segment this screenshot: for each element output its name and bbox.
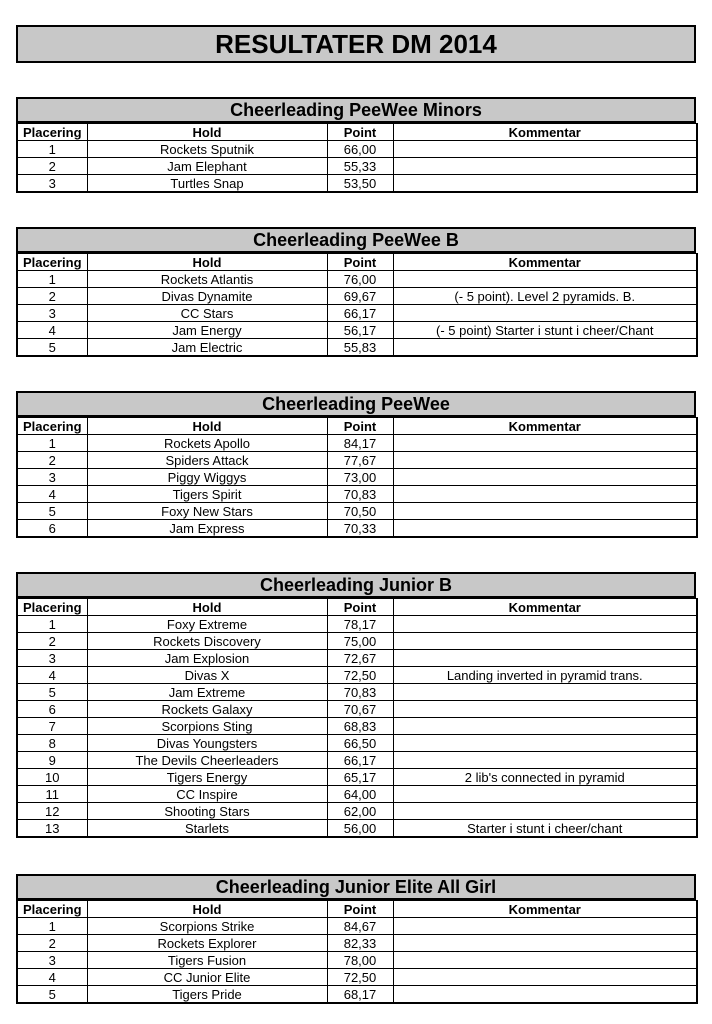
placering-cell: 2	[17, 452, 87, 469]
kommentar-cell: Starter i stunt i cheer/chant	[393, 820, 697, 838]
section-title: Cheerleading PeeWee	[16, 391, 696, 417]
hold-cell: Rockets Apollo	[87, 435, 327, 452]
table-row	[17, 322, 697, 339]
kommentar-cell	[393, 986, 697, 1004]
table-row	[17, 141, 697, 158]
table-row	[17, 735, 697, 752]
kommentar-cell	[393, 952, 697, 969]
placering-cell: 2	[17, 288, 87, 305]
hold-cell: Shooting Stars	[87, 803, 327, 820]
table-row	[17, 271, 697, 288]
hold-cell: Tigers Fusion	[87, 952, 327, 969]
table-row	[17, 769, 697, 786]
table-row	[17, 718, 697, 735]
kommentar-cell	[393, 305, 697, 322]
hold-cell: CC Inspire	[87, 786, 327, 803]
table-row	[17, 435, 697, 452]
hold-cell: Jam Electric	[87, 339, 327, 357]
point-cell: 66,17	[327, 305, 393, 322]
table-row	[17, 803, 697, 820]
placering-cell: 9	[17, 752, 87, 769]
section-cheerleading-peewee-b	[16, 227, 696, 357]
kommentar-cell	[393, 701, 697, 718]
placering-cell: 3	[17, 469, 87, 486]
table-row	[17, 969, 697, 986]
kommentar-cell	[393, 616, 697, 633]
placering-cell: 6	[17, 701, 87, 718]
table-row	[17, 952, 697, 969]
section-cheerleading-junior-elite-all-girl	[16, 874, 696, 1004]
point-cell: 75,00	[327, 633, 393, 650]
table-row	[17, 650, 697, 667]
point-cell: 62,00	[327, 803, 393, 820]
hold-header: Hold	[87, 254, 327, 271]
section-title: Cheerleading Junior B	[16, 572, 696, 598]
placering-cell: 4	[17, 969, 87, 986]
table-header-row	[17, 418, 697, 435]
kommentar-cell	[393, 339, 697, 357]
placering-header: Placering	[17, 418, 87, 435]
kommentar-header: Kommentar	[393, 254, 697, 271]
hold-cell: Jam Energy	[87, 322, 327, 339]
kommentar-cell	[393, 435, 697, 452]
hold-cell: Tigers Spirit	[87, 486, 327, 503]
placering-cell: 2	[17, 935, 87, 952]
point-cell: 72,50	[327, 969, 393, 986]
kommentar-cell	[393, 503, 697, 520]
table-row	[17, 935, 697, 952]
kommentar-cell	[393, 969, 697, 986]
placering-cell: 3	[17, 305, 87, 322]
kommentar-cell: Landing inverted in pyramid trans.	[393, 667, 697, 684]
point-cell: 78,00	[327, 952, 393, 969]
point-cell: 70,50	[327, 503, 393, 520]
point-cell: 77,67	[327, 452, 393, 469]
kommentar-cell: (- 5 point). Level 2 pyramids. B.	[393, 288, 697, 305]
placering-cell: 2	[17, 633, 87, 650]
table-row	[17, 520, 697, 538]
placering-cell: 7	[17, 718, 87, 735]
hold-cell: Spiders Attack	[87, 452, 327, 469]
hold-cell: Rockets Galaxy	[87, 701, 327, 718]
placering-cell: 1	[17, 616, 87, 633]
kommentar-header: Kommentar	[393, 418, 697, 435]
page-title: RESULTATER DM 2014	[16, 25, 696, 63]
point-header: Point	[327, 418, 393, 435]
point-cell: 68,17	[327, 986, 393, 1004]
kommentar-cell	[393, 633, 697, 650]
point-cell: 70,33	[327, 520, 393, 538]
kommentar-cell	[393, 469, 697, 486]
section-title: Cheerleading PeeWee Minors	[16, 97, 696, 123]
hold-header: Hold	[87, 599, 327, 616]
hold-header: Hold	[87, 901, 327, 918]
point-cell: 73,00	[327, 469, 393, 486]
point-header: Point	[327, 254, 393, 271]
table-row	[17, 918, 697, 935]
point-cell: 82,33	[327, 935, 393, 952]
placering-cell: 1	[17, 435, 87, 452]
point-cell: 72,50	[327, 667, 393, 684]
point-cell: 56,17	[327, 322, 393, 339]
kommentar-cell	[393, 918, 697, 935]
placering-header: Placering	[17, 254, 87, 271]
point-header: Point	[327, 901, 393, 918]
kommentar-cell	[393, 158, 697, 175]
results-table	[16, 900, 698, 1004]
point-cell: 70,67	[327, 701, 393, 718]
kommentar-cell	[393, 786, 697, 803]
kommentar-cell	[393, 486, 697, 503]
table-row	[17, 633, 697, 650]
placering-cell: 6	[17, 520, 87, 538]
placering-cell: 1	[17, 918, 87, 935]
table-row	[17, 616, 697, 633]
kommentar-cell	[393, 141, 697, 158]
kommentar-cell	[393, 650, 697, 667]
kommentar-cell: (- 5 point) Starter i stunt i cheer/Chant	[393, 322, 697, 339]
point-cell: 68,83	[327, 718, 393, 735]
placering-cell: 3	[17, 650, 87, 667]
table-row	[17, 684, 697, 701]
point-cell: 66,50	[327, 735, 393, 752]
point-cell: 55,33	[327, 158, 393, 175]
table-header-row	[17, 901, 697, 918]
point-cell: 65,17	[327, 769, 393, 786]
section-cheerleading-peewee-minors	[16, 97, 696, 193]
point-cell: 56,00	[327, 820, 393, 838]
point-cell: 66,00	[327, 141, 393, 158]
placering-cell: 2	[17, 158, 87, 175]
hold-cell: Jam Extreme	[87, 684, 327, 701]
table-row	[17, 752, 697, 769]
hold-header: Hold	[87, 124, 327, 141]
hold-cell: Starlets	[87, 820, 327, 838]
table-row	[17, 452, 697, 469]
placering-cell: 5	[17, 339, 87, 357]
kommentar-cell	[393, 684, 697, 701]
kommentar-cell	[393, 175, 697, 193]
results-table	[16, 253, 698, 357]
kommentar-cell	[393, 271, 697, 288]
placering-cell: 10	[17, 769, 87, 786]
hold-cell: Rockets Explorer	[87, 935, 327, 952]
hold-cell: Piggy Wiggys	[87, 469, 327, 486]
table-row	[17, 486, 697, 503]
hold-cell: Scorpions Sting	[87, 718, 327, 735]
point-cell: 76,00	[327, 271, 393, 288]
table-row	[17, 503, 697, 520]
table-header-row	[17, 599, 697, 616]
hold-cell: Jam Elephant	[87, 158, 327, 175]
hold-cell: CC Junior Elite	[87, 969, 327, 986]
table-row	[17, 986, 697, 1004]
placering-header: Placering	[17, 599, 87, 616]
placering-cell: 4	[17, 322, 87, 339]
placering-cell: 5	[17, 503, 87, 520]
hold-cell: Foxy Extreme	[87, 616, 327, 633]
point-cell: 72,67	[327, 650, 393, 667]
point-cell: 55,83	[327, 339, 393, 357]
point-header: Point	[327, 599, 393, 616]
section-title: Cheerleading Junior Elite All Girl	[16, 874, 696, 900]
hold-cell: Jam Express	[87, 520, 327, 538]
placering-cell: 1	[17, 271, 87, 288]
results-table	[16, 598, 698, 838]
placering-cell: 4	[17, 486, 87, 503]
hold-cell: The Devils Cheerleaders	[87, 752, 327, 769]
section-cheerleading-peewee	[16, 391, 696, 538]
point-cell: 70,83	[327, 486, 393, 503]
hold-cell: Rockets Discovery	[87, 633, 327, 650]
placering-header: Placering	[17, 124, 87, 141]
placering-cell: 4	[17, 667, 87, 684]
point-cell: 78,17	[327, 616, 393, 633]
placering-cell: 12	[17, 803, 87, 820]
hold-cell: Jam Explosion	[87, 650, 327, 667]
table-row	[17, 158, 697, 175]
hold-cell: Tigers Pride	[87, 986, 327, 1004]
hold-cell: Foxy New Stars	[87, 503, 327, 520]
table-row	[17, 786, 697, 803]
table-row	[17, 339, 697, 357]
placering-cell: 3	[17, 175, 87, 193]
kommentar-header: Kommentar	[393, 599, 697, 616]
table-row	[17, 820, 697, 838]
table-row	[17, 701, 697, 718]
table-row	[17, 667, 697, 684]
hold-cell: CC Stars	[87, 305, 327, 322]
point-header: Point	[327, 124, 393, 141]
hold-cell: Scorpions Strike	[87, 918, 327, 935]
table-header-row	[17, 124, 697, 141]
point-cell: 66,17	[327, 752, 393, 769]
kommentar-cell: 2 lib's connected in pyramid	[393, 769, 697, 786]
section-title: Cheerleading PeeWee B	[16, 227, 696, 253]
hold-header: Hold	[87, 418, 327, 435]
placering-cell: 8	[17, 735, 87, 752]
placering-cell: 11	[17, 786, 87, 803]
results-table	[16, 417, 698, 538]
kommentar-header: Kommentar	[393, 901, 697, 918]
section-cheerleading-junior-b	[16, 572, 696, 838]
kommentar-header: Kommentar	[393, 124, 697, 141]
kommentar-cell	[393, 718, 697, 735]
point-cell: 69,67	[327, 288, 393, 305]
point-cell: 70,83	[327, 684, 393, 701]
point-cell: 84,17	[327, 435, 393, 452]
point-cell: 84,67	[327, 918, 393, 935]
table-row	[17, 469, 697, 486]
placering-cell: 5	[17, 986, 87, 1004]
point-cell: 64,00	[327, 786, 393, 803]
hold-cell: Rockets Atlantis	[87, 271, 327, 288]
table-header-row	[17, 254, 697, 271]
kommentar-cell	[393, 520, 697, 538]
hold-cell: Divas Youngsters	[87, 735, 327, 752]
results-table	[16, 123, 698, 193]
placering-cell: 13	[17, 820, 87, 838]
kommentar-cell	[393, 752, 697, 769]
hold-cell: Divas X	[87, 667, 327, 684]
kommentar-cell	[393, 803, 697, 820]
hold-cell: Turtles Snap	[87, 175, 327, 193]
table-row	[17, 288, 697, 305]
placering-cell: 3	[17, 952, 87, 969]
placering-cell: 1	[17, 141, 87, 158]
hold-cell: Tigers Energy	[87, 769, 327, 786]
kommentar-cell	[393, 935, 697, 952]
kommentar-cell	[393, 735, 697, 752]
hold-cell: Rockets Sputnik	[87, 141, 327, 158]
placering-header: Placering	[17, 901, 87, 918]
hold-cell: Divas Dynamite	[87, 288, 327, 305]
point-cell: 53,50	[327, 175, 393, 193]
placering-cell: 5	[17, 684, 87, 701]
kommentar-cell	[393, 452, 697, 469]
table-row	[17, 305, 697, 322]
table-row	[17, 175, 697, 193]
